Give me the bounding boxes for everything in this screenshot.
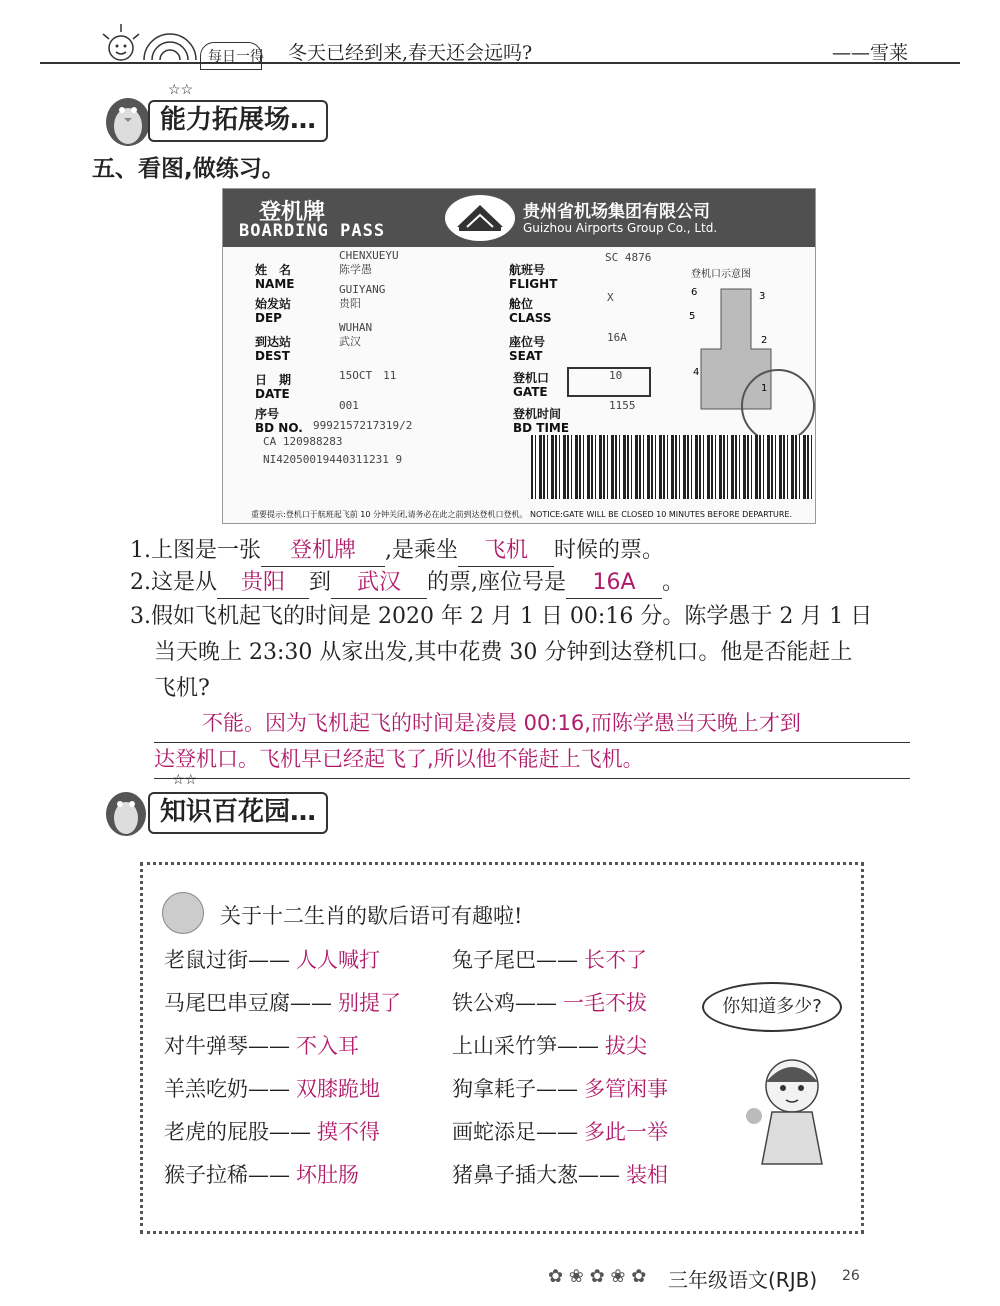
- answer-rule-1: [154, 742, 910, 743]
- svg-text:3: 3: [759, 291, 766, 302]
- bp-code-3: NI42050019440311231 9: [263, 453, 403, 466]
- proverb-question: 老鼠过街——: [164, 948, 290, 972]
- header-quote: 冬天已经到来,春天还会远吗?: [288, 42, 533, 64]
- bp-gate-label: 登机口 GATE: [513, 371, 550, 399]
- bp-class-value: X: [607, 291, 614, 304]
- bp-notice: 重要提示:登机口于航班起飞前 10 分钟关闭,请务必在此之前到达登机口登机。 NOTICE:GATE WILL BE CLOSED 10 MINUTES BEFORE DEPARTURE.: [251, 510, 793, 519]
- footer-page-number: 26: [842, 1268, 860, 1284]
- header-author: ——雪莱: [832, 42, 909, 64]
- proverb-item: [452, 1030, 647, 1060]
- proverb-answer: 别提了: [338, 991, 401, 1015]
- q1-answer-2: 飞机: [458, 536, 554, 567]
- bp-date-value: 15OCT 11: [339, 369, 397, 382]
- proverb-question: 狗拿耗子——: [452, 1077, 578, 1101]
- knowledge-intro: 关于十二生肖的歇后语可有趣啦!: [220, 904, 523, 928]
- bp-name-label: 姓 名 NAME: [255, 263, 295, 291]
- question-3-line-3: 飞机?: [154, 676, 210, 701]
- bp-map-title: 登机口示意图: [691, 269, 751, 280]
- proverb-item: [452, 1116, 668, 1146]
- bp-name-value: CHENXUEYU 陈学愚: [339, 249, 399, 276]
- bp-dep-value: GUIYANG 贵阳: [339, 283, 386, 310]
- proverb-answer: 一毛不拔: [563, 991, 647, 1015]
- bp-seq-value: 001: [339, 399, 359, 412]
- bp-seat-value: 16A: [607, 331, 627, 344]
- proverb-answer: 拔尖: [605, 1034, 647, 1058]
- svg-text:1: 1: [761, 383, 768, 394]
- header-label: 每日一得: [208, 49, 264, 65]
- bp-flight-value: SC 4876: [605, 251, 652, 264]
- question-1: 1.上图是一张 登机牌 ,是乘坐 飞机 时候的票。: [130, 536, 664, 567]
- proverb-question: 羊羔吃奶——: [164, 1077, 290, 1101]
- proverb-question: 对牛弹琴——: [164, 1034, 290, 1058]
- proverb-question: 猪鼻子插大葱——: [452, 1163, 620, 1187]
- question-3-line-1: 3.假如飞机起飞的时间是 2020 年 2 月 1 日 00:16 分。陈学愚于 2 月 1 日: [130, 604, 873, 629]
- boarding-pass: [222, 188, 816, 524]
- bp-code-2: CA 120988283: [263, 435, 343, 448]
- svg-text:5: 5: [689, 311, 696, 322]
- bp-title-en: BOARDING PASS: [239, 221, 386, 241]
- bp-date-label: 日 期 DATE: [255, 373, 292, 401]
- question-3-line-2: 当天晚上 23:30 从家出发,其中花费 30 分钟到达登机口。他是否能赶上: [154, 640, 853, 665]
- stars-icon: ☆☆: [168, 82, 194, 98]
- proverb-answer: 装相: [626, 1163, 668, 1187]
- bp-company-cn: 贵州省机场集团有限公司: [523, 202, 710, 222]
- proverb-item: [164, 1116, 380, 1146]
- bp-class-label: 舱位 CLASS: [509, 297, 552, 325]
- proverb-answer: 不入耳: [296, 1034, 359, 1058]
- bp-dest-label: 到达站 DEST: [255, 335, 292, 363]
- footer-book-title: 三年级语文(RJB): [668, 1268, 818, 1292]
- bp-gate-value: 10: [609, 369, 623, 382]
- q2-answer-2: 武汉: [331, 568, 427, 599]
- airport-logo-icon: [445, 195, 515, 241]
- bp-company-en: Guizhou Airports Group Co., Ltd.: [523, 221, 718, 235]
- proverb-answer: 长不了: [584, 948, 647, 972]
- speech-bubble: 你知道多少?: [702, 982, 842, 1032]
- proverb-question: 猴子拉稀——: [164, 1163, 290, 1187]
- bp-seat-label: 座位号 SEAT: [509, 335, 546, 363]
- proverb-item: [164, 944, 380, 974]
- proverb-item: [164, 987, 401, 1017]
- bp-code-1: 9992157217319/2: [313, 419, 413, 432]
- proverb-question: 画蛇添足——: [452, 1120, 578, 1144]
- exercise-heading: 五、看图,做练习。: [92, 156, 285, 182]
- proverb-question: 上山采竹笋——: [452, 1034, 599, 1058]
- bp-bdtime-label: 登机时间 BD TIME: [513, 407, 570, 435]
- proverb-question: 兔子尾巴——: [452, 948, 578, 972]
- header-rule: [40, 62, 960, 64]
- question-2: 2.这是从 贵阳 到 武汉 的票,座位号是 16A 。: [130, 568, 684, 599]
- proverb-question: 铁公鸡——: [452, 991, 557, 1015]
- header-rainbow-icon: [140, 26, 200, 62]
- q2-answer-1: 贵阳: [217, 568, 309, 599]
- stars-2-icon: ☆☆: [172, 772, 198, 788]
- proverb-question: 老虎的屁股——: [164, 1120, 311, 1144]
- proverb-item: [164, 1159, 359, 1189]
- bp-seq-label: 序号 BD NO.: [255, 407, 303, 435]
- proverb-item: [452, 1159, 668, 1189]
- section-title-ability: 能力拓展场…: [148, 100, 328, 142]
- svg-text:4: 4: [693, 367, 700, 378]
- bp-dep-label: 始发站 DEP: [255, 297, 292, 325]
- girl-cartoon-icon: [742, 1046, 842, 1176]
- svg-text:2: 2: [761, 335, 768, 346]
- proverb-item: [452, 1073, 668, 1103]
- bp-title-cn: 登机牌: [259, 200, 326, 225]
- proverb-answer: 多管闲事: [584, 1077, 668, 1101]
- bp-dest-value: WUHAN 武汉: [339, 321, 373, 348]
- proverb-answer: 多此一举: [584, 1120, 668, 1144]
- proverb-item: [164, 1073, 380, 1103]
- answer-rule-2: [154, 778, 910, 779]
- proverb-item: [164, 1030, 359, 1060]
- proverb-question: 马尾巴串豆腐——: [164, 991, 332, 1015]
- smiley-icon: [162, 892, 204, 934]
- svg-text:6: 6: [691, 287, 698, 298]
- q2-answer-3: 16A: [566, 568, 662, 599]
- barcode-icon: [531, 435, 815, 499]
- proverb-answer: 坏肚肠: [296, 1163, 359, 1187]
- proverb-item: [452, 944, 647, 974]
- question-3-answer-line-1: 不能。因为飞机起飞的时间是凌晨 00:16,而陈学愚当天晚上才到: [202, 711, 801, 735]
- bp-bdtime-value: 1155: [609, 399, 636, 412]
- airport-stamp-icon: [741, 369, 815, 443]
- bp-flight-label: 航班号 FLIGHT: [509, 263, 558, 291]
- section-title-knowledge: 知识百花园…: [148, 792, 328, 834]
- proverb-answer: 双膝跪地: [296, 1077, 380, 1101]
- q1-answer-1: 登机牌: [261, 536, 385, 567]
- proverb-answer: 人人喊打: [296, 948, 380, 972]
- proverb-answer: 摸不得: [317, 1120, 380, 1144]
- question-3-answer-line-2: 达登机口。飞机早已经起飞了,所以他不能赶上飞机。: [154, 747, 644, 771]
- footer-flowers-icon: ✿ ❀ ✿ ❀ ✿: [548, 1266, 647, 1287]
- proverb-item: [452, 987, 647, 1017]
